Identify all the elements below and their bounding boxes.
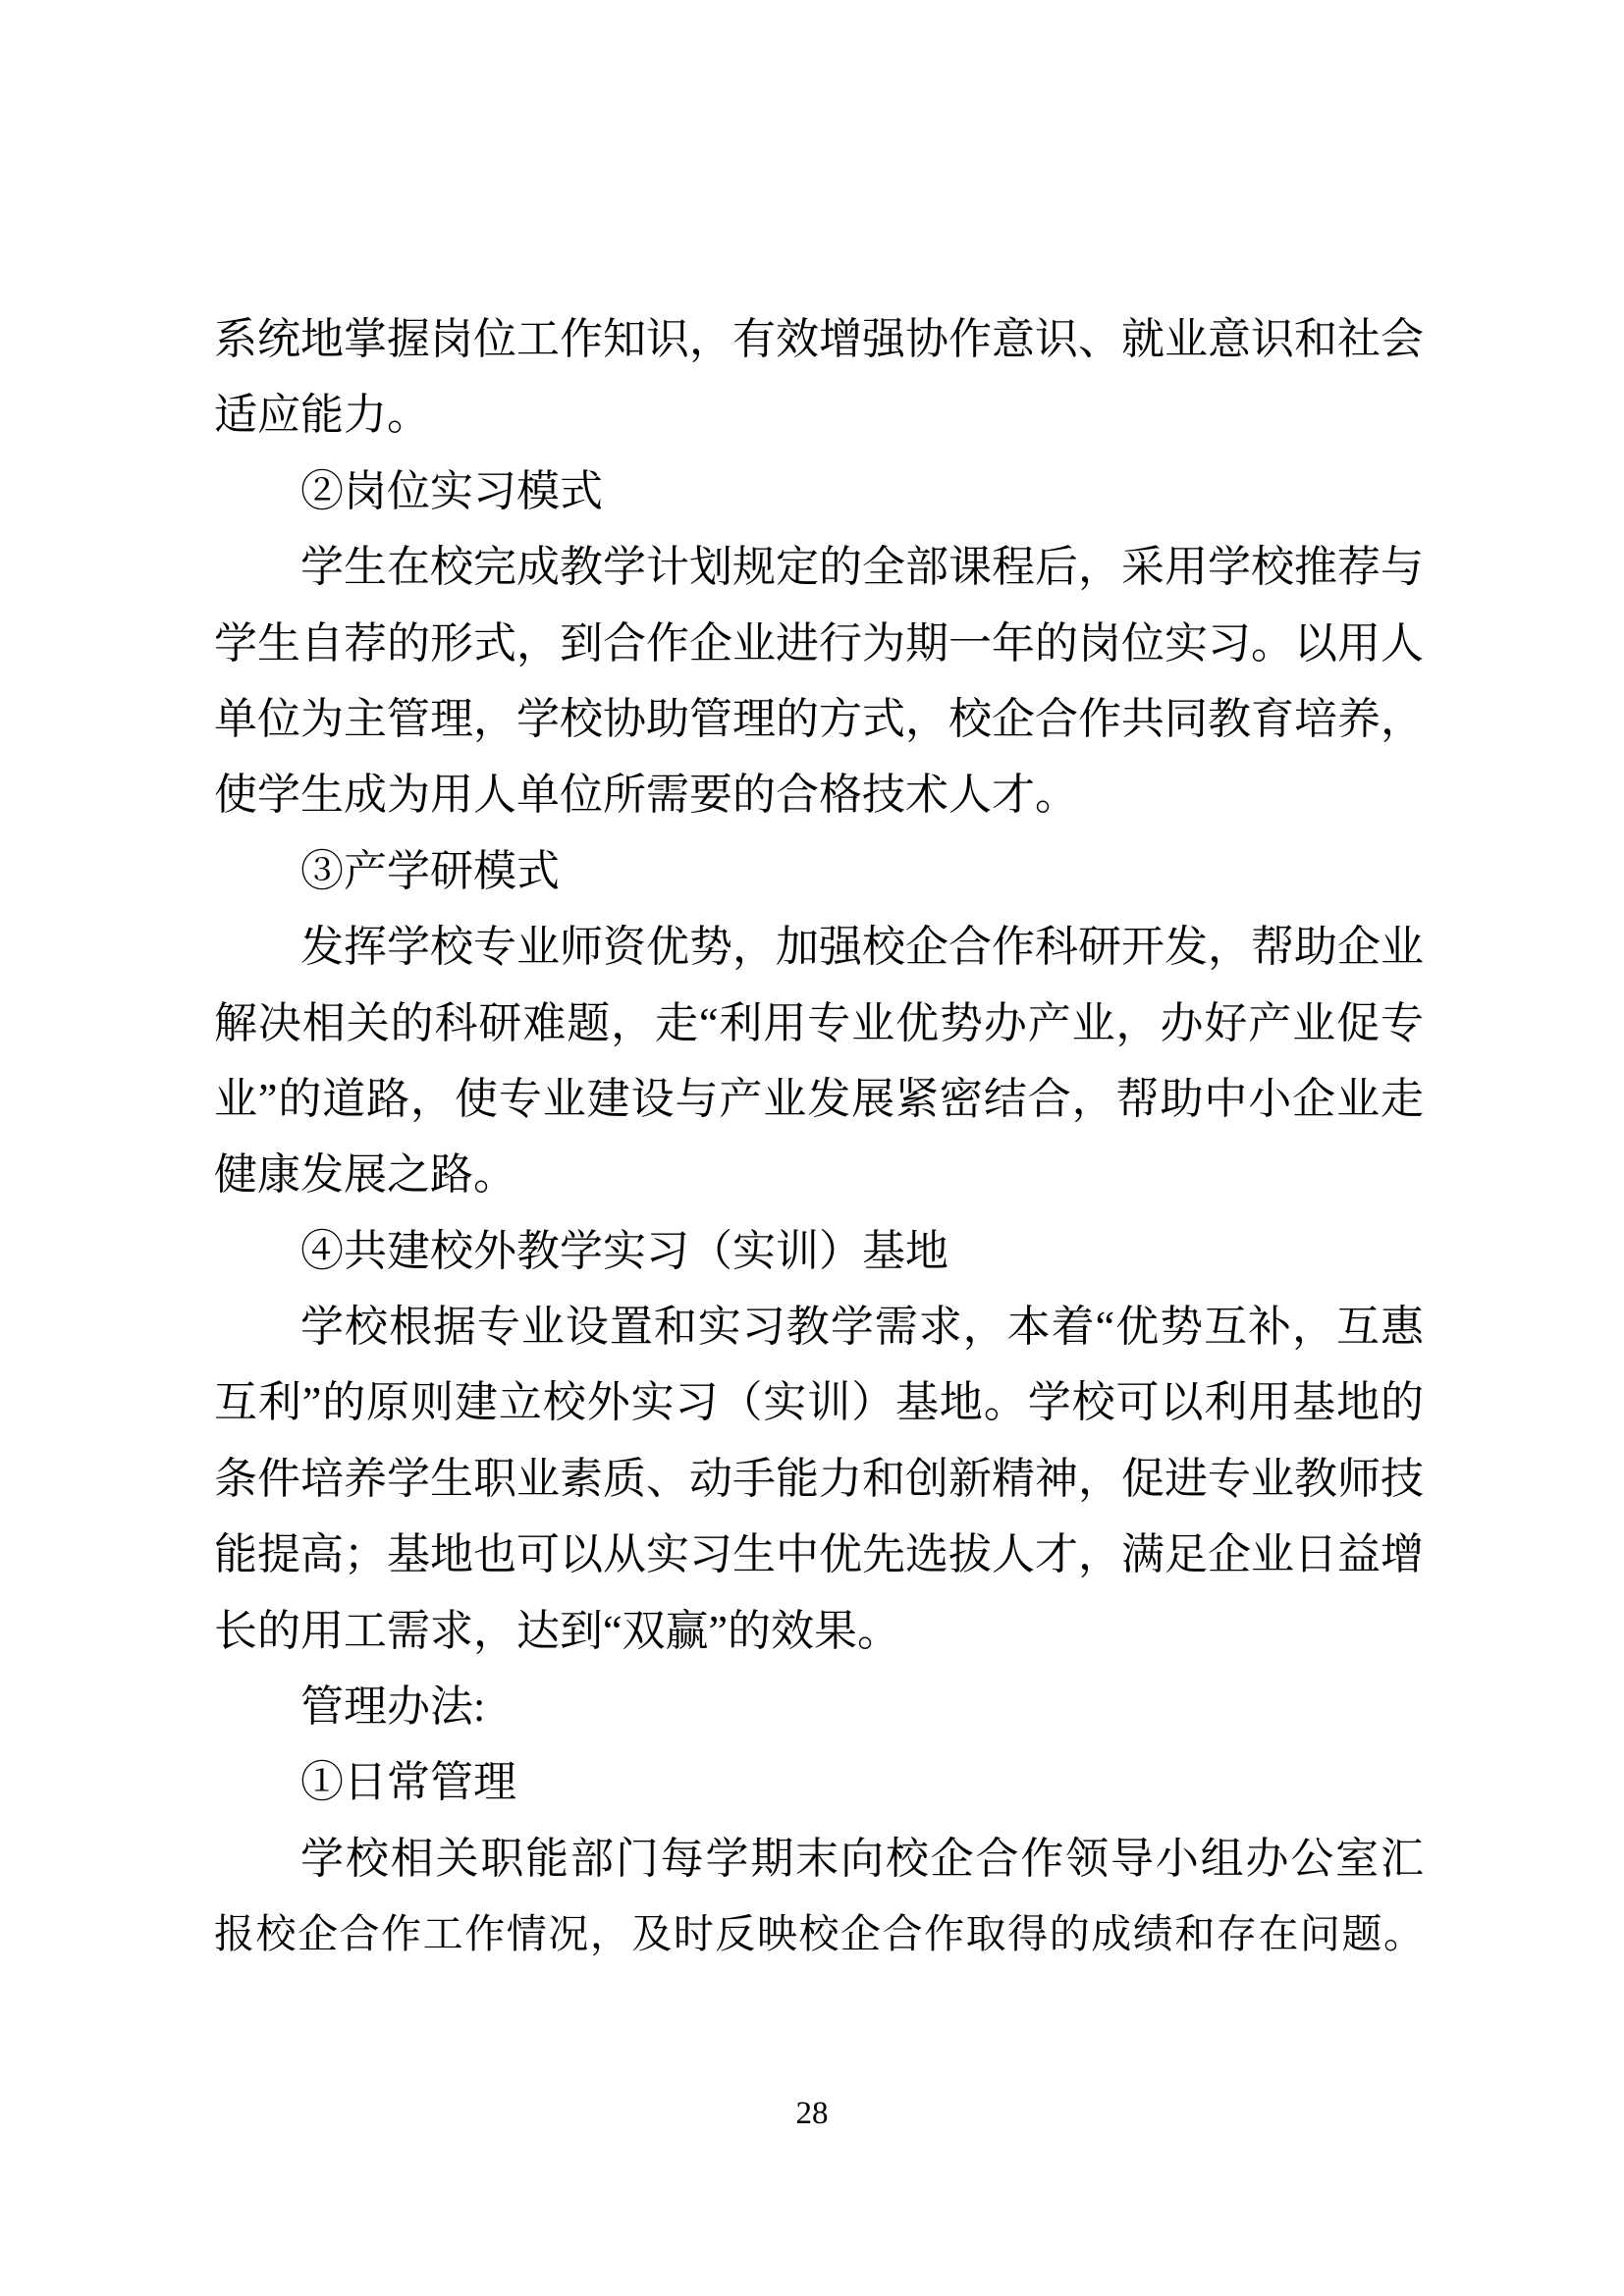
text-line: 学生在校完成教学计划规定的全部课程后，采用学校推荐与 [300, 543, 1424, 592]
document-body [214, 301, 1424, 1973]
text-line: ③产学研模式 [300, 846, 560, 895]
page-number: 28 [795, 2096, 829, 2131]
text-line: 报校企合作工作情况，及时反映校企合作取得的成绩和存在问题。 [214, 1911, 1424, 1957]
text-line: 解决相关的科研难题，走“利用专业优势办产业，办好产业促专 [214, 998, 1424, 1047]
text-line: 适应能力。 [214, 391, 430, 440]
text-line: 管理办法: [300, 1682, 486, 1732]
text-line: 互利”的原则建立校外实习（实训）基地。学校可以利用基地的 [214, 1378, 1424, 1427]
text-line: 健康发展之路。 [214, 1150, 516, 1200]
text-line: 使学生成为用人单位所需要的合格技术人才。 [214, 771, 1078, 820]
text-line: 学校根据专业设置和实习教学需求，本着“优势互补，互惠 [300, 1303, 1424, 1352]
text-line: 长的用工需求，达到“双赢”的效果。 [214, 1606, 901, 1655]
text-line: ①日常管理 [300, 1758, 516, 1807]
text-line: 学生自荐的形式，到合作企业进行为期一年的岗位实习。以用人 [214, 618, 1424, 667]
text-line: 系统地掌握岗位工作知识，有效增强协作意识、就业意识和社会 [214, 315, 1424, 363]
text-line: ②岗位实习模式 [300, 466, 603, 515]
text-line: 发挥学校专业师资优势，加强校企合作科研开发，帮助企业 [300, 923, 1424, 972]
text-line: 学校相关职能部门每学期末向校企合作领导小组办公室汇 [300, 1834, 1424, 1883]
text-line: 能提高；基地也可以从实习生中优先选拔人才，满足企业日益增 [214, 1530, 1424, 1579]
text-line: ④共建校外教学实习（实训）基地 [300, 1226, 948, 1275]
text-line: 单位为主管理，学校协助管理的方式，校企合作共同教育培养， [214, 694, 1424, 743]
text-line: 业”的道路，使专业建设与产业发展紧密结合，帮助中小企业走 [214, 1074, 1424, 1123]
text-line: 条件培养学生职业素质、动手能力和创新精神，促进专业教师技 [214, 1454, 1424, 1503]
